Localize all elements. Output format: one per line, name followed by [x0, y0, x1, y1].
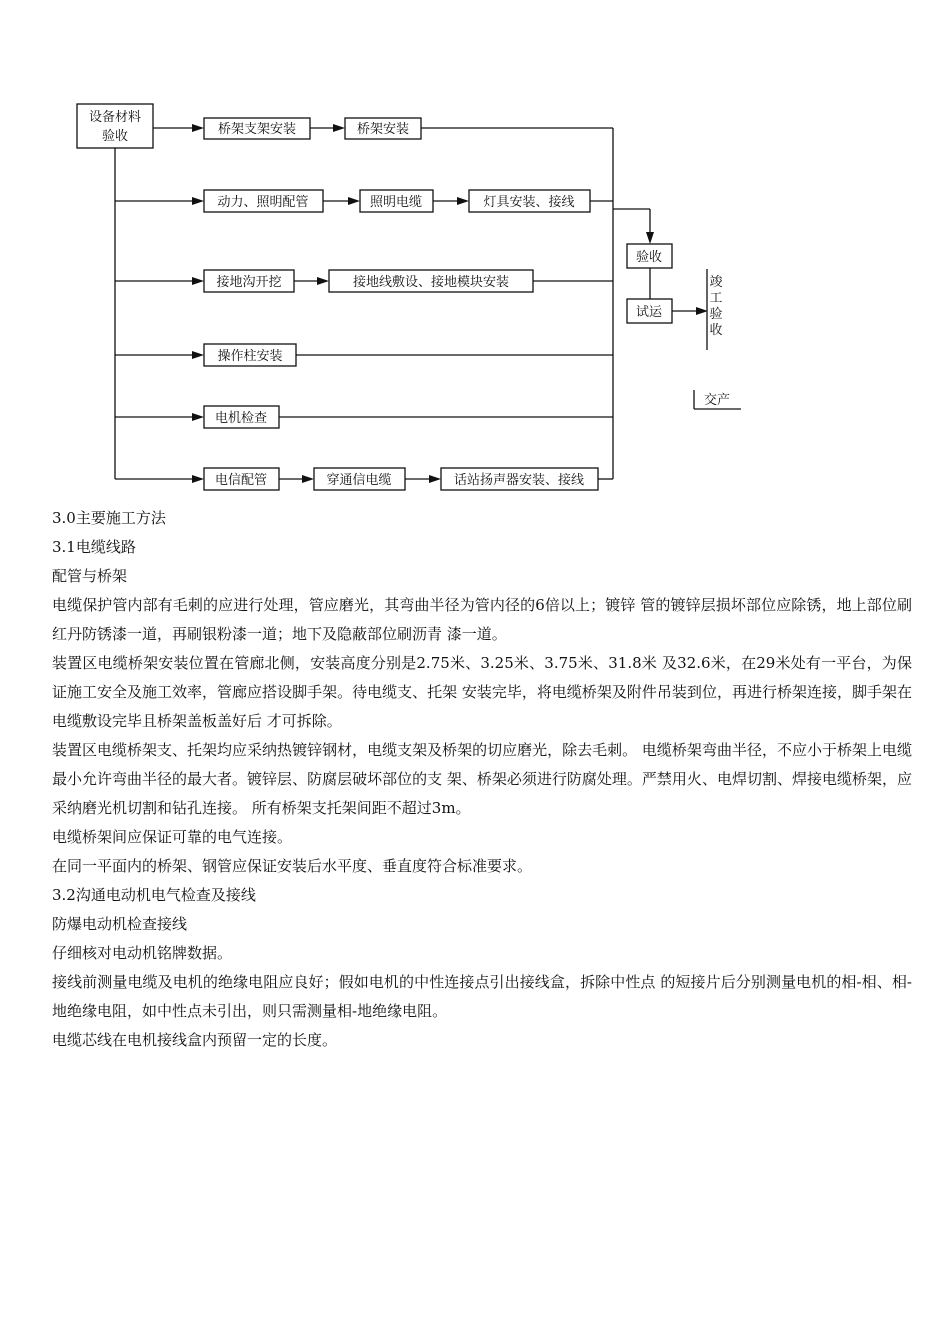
section-heading-3-1: 3.1电缆线路	[52, 538, 136, 556]
box-ground-trench-excavation-label: 接地沟开挖	[216, 275, 282, 290]
completion-char-1: 竣	[709, 275, 723, 290]
paragraph-bridge-location: 装置区电缆桥架安装位置在管廊北侧，安装高度分别是2.75米、3.25米、3.75米、31.8米 及32.6米，在29米处有一平台，为保证施工安全及施工效率，管廊应搭设脚手架。待电缆支、托架 安装完毕，将电缆桥架及附件吊装到位，再进行桥架连接，脚手架在电缆敷设完毕且桥架盖板盖好后 才可拆除。	[52, 654, 912, 730]
box-trial-run-label: 试运	[635, 305, 663, 320]
box-station-speaker-install-label: 话站扬声器安装、接线	[453, 473, 585, 488]
arrow-right-icon	[192, 413, 204, 421]
arrow-right-icon	[192, 124, 204, 132]
production-label: 交产	[703, 393, 731, 408]
box-ground-wire-module-install-label: 接地线敷设、接地模块安装	[352, 275, 510, 290]
paragraph-conduit-treatment: 电缆保护管内部有毛刺的应进行处理，管应磨光，其弯曲半径为管内径的6倍以上；镀锌 管的镀锌层损坏部位应除锈，地上部位刷红丹防锈漆一道，再刷银粉漆一道；地下及隐蔽部位刷沥青 漆一道。	[52, 596, 912, 643]
section-heading-3-0: 3.0主要施工方法	[52, 509, 166, 527]
arrow-right-icon	[192, 475, 204, 483]
box-material-acceptance-line2: 验收	[101, 129, 129, 144]
subheading-conduit-bridge: 配管与桥架	[52, 567, 128, 585]
paragraph-cable-core-length: 电缆芯线在电机接线盒内预留一定的长度。	[52, 1031, 338, 1049]
arrow-right-icon	[696, 307, 708, 315]
completion-char-4: 收	[709, 323, 723, 338]
box-operation-column-install-label: 操作柱安装	[217, 349, 283, 364]
box-lamp-install-wiring-label: 灯具安装、接线	[483, 195, 575, 210]
box-bridge-install-label: 桥架安装	[356, 122, 410, 137]
arrow-right-icon	[192, 351, 204, 359]
arrow-right-icon	[192, 197, 204, 205]
completion-char-3: 验	[709, 307, 723, 322]
box-power-lighting-conduit-label: 动力、照明配管	[217, 195, 309, 210]
paragraph-nameplate-check: 仔细核对电动机铭牌数据。	[52, 944, 233, 962]
subheading-explosion-proof-motor: 防爆电动机检查接线	[52, 915, 188, 933]
construction-flowchart	[0, 0, 950, 500]
document-body	[52, 504, 912, 1055]
arrow-right-icon	[348, 197, 360, 205]
arrow-right-icon	[457, 197, 469, 205]
arrow-down-icon	[646, 232, 654, 244]
arrow-right-icon	[302, 475, 314, 483]
box-lighting-cable-label: 照明电缆	[369, 195, 423, 210]
paragraph-level-verticality: 在同一平面内的桥架、钢管应保证安装后水平度、垂直度符合标准要求。	[52, 857, 533, 875]
completion-char-2: 工	[709, 291, 723, 306]
section-heading-3-2: 3.2沟通电动机电气检查及接线	[52, 886, 256, 904]
arrow-right-icon	[333, 124, 345, 132]
paragraph-bridge-material: 装置区电缆桥架支、托架均应采纳热镀锌钢材，电缆支架及桥架的切应磨光，除去毛刺。 电缆桥架弯曲半径，不应小于桥架上电缆最小允许弯曲半径的最大者。镀锌层、防腐层破坏部位的支 架、桥架必须进行防腐处理。严禁用火、电焊切割、焊接电缆桥架，应采纳磨光机切割和钻孔连接。 所有桥架支托架间距不超过3m。	[52, 741, 912, 817]
paragraph-insulation-test: 接线前测量电缆及电机的绝缘电阻应良好；假如电机的中性连接点引出接线盒，拆除中性点 的短接片后分别测量电机的相-相、相-地绝缘电阻，如中性点未引出，则只需测量相-地绝缘电阻。	[52, 973, 912, 1020]
box-telecom-cable-pulling-label: 穿通信电缆	[326, 473, 392, 488]
arrow-right-icon	[429, 475, 441, 483]
box-motor-inspection-label: 电机检查	[214, 411, 268, 426]
paragraph-electrical-connection: 电缆桥架间应保证可靠的电气连接。	[52, 828, 293, 846]
box-material-acceptance-line1: 设备材料	[88, 110, 142, 125]
box-bridge-support-install-label: 桥架支架安装	[217, 122, 297, 137]
box-inspection-label: 验收	[635, 250, 663, 265]
arrow-right-icon	[192, 277, 204, 285]
box-telecom-conduit-label: 电信配管	[214, 473, 268, 488]
arrow-right-icon	[317, 277, 329, 285]
